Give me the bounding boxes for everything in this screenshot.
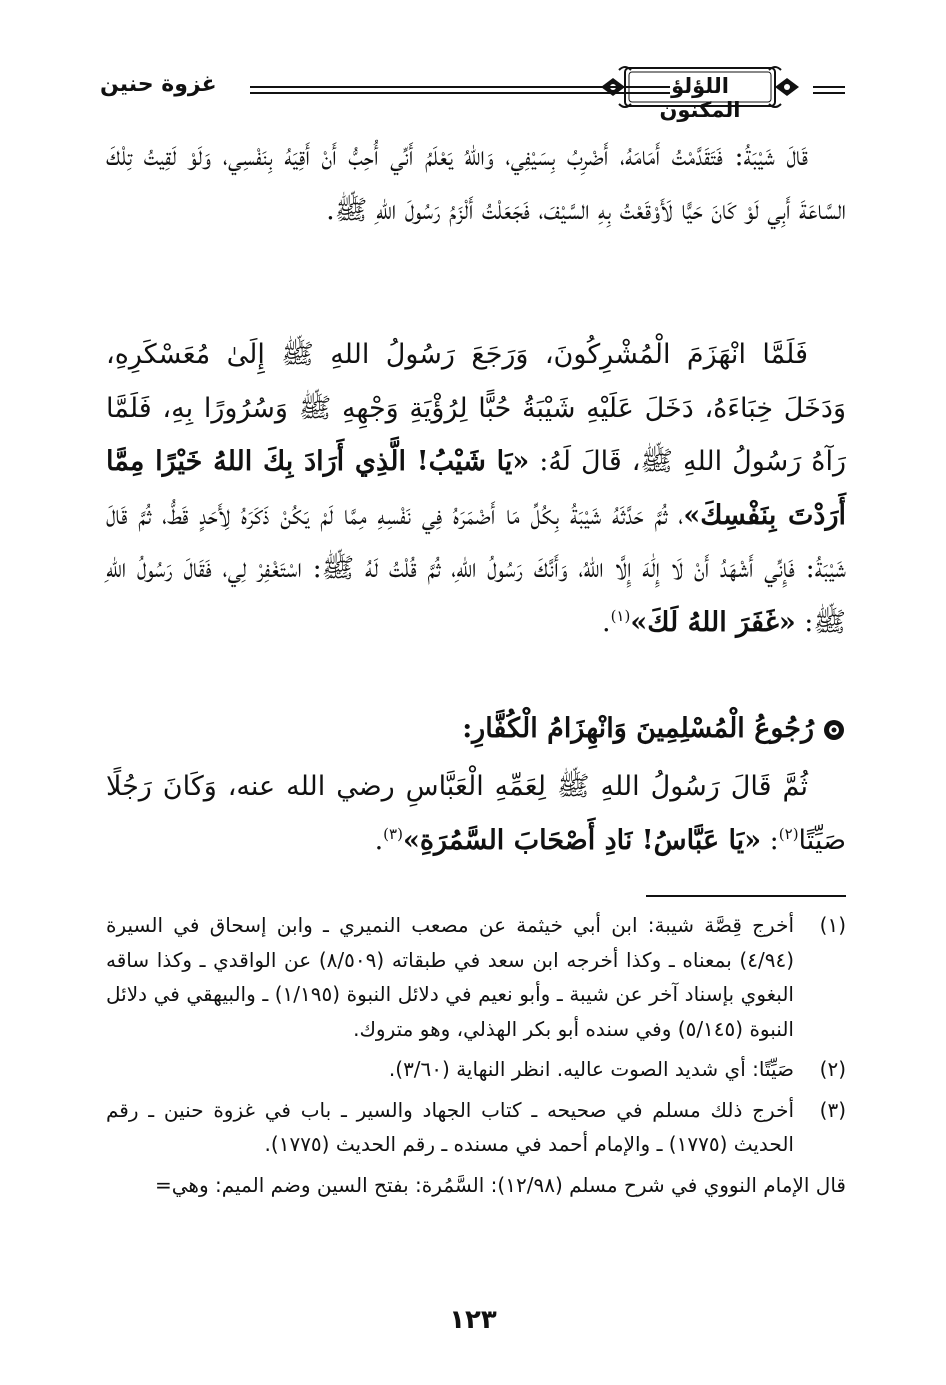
paragraph-2-text-b: ، ثُمَّ حَدَّثَهُ شَيْبَةُ بِكُلِّ مَا أَضْمَرَهُ فِي نَفْسِهِ مِمَّا لَمْ يَكُنْ ذَكَرَهُ لِأَحَدٍ قَطُّ، ثُمَّ قَالَ شَيْبَةُ: فَإِنِّي أَشْهَدُ أَنْ لَا إِلَٰهَ إِلَّا اللهُ، وَأَنَّكَ رَسُولُ اللهِ، ثُمَّ قُلْتُ لَهُ ﷺ: اسْتَغْفِرْ لِي، فَقَالَ رَسُولُ اللهِ ﷺ: [106, 499, 846, 638]
paragraph-2 [106, 328, 846, 649]
footnotes [106, 908, 846, 1202]
paragraph-3-text-a: ثُمَّ قَالَ رَسُولُ اللهِ ﷺ لِعَمِّهِ الْعَبَّاسِ رضي الله عنه، وَكَانَ رَجُلًا صَيِّتًا [106, 771, 846, 856]
paragraph-1: قَالَ شَيْبَةُ: فَتَقَدَّمْتُ أَمَامَهُ، أَضْرِبُ بِسَيْفِي، وَاللهُ يَعْلَمُ أَنِّي أُحِبُّ أَنْ أَقِيَهُ بِنَفْسِي، وَلَوْ لَقِيتُ تِلْكَ السَّاعَةَ أَبِي لَوْ كَانَ حَيًّا لَأَوْقَعْتُ بِهِ السَّيْفَ، فَجَعَلْتُ أَلْزَمُ رَسُولَ اللهِ ﷺ. [106, 141, 846, 226]
prophet-quote-1: «يَا شَيْبُ! الَّذِي أَرَادَ بِكَ اللهُ خَيْرًا مِمَّا أَرَدْتَ بِنَفْسِكَ» [106, 446, 846, 531]
footnote-2 [106, 1052, 846, 1087]
paragraph-3-text-b: : [761, 824, 779, 856]
flower-ornament-icon [822, 718, 846, 742]
footnote-text: أخرج ذلك مسلم في صحيحه ـ كتاب الجهاد والسير ـ باب في غزوة حنين ـ رقم الحديث (١٧٧٥) ـ والإمام أحمد في مسنده ـ رقم الحديث (١٧٧٥). [106, 1097, 794, 1156]
footnote-text: صَيِّتًا: أي شديد الصوت عاليه. انظر النهاية (٣/٦٠). [388, 1057, 794, 1081]
footnote-number: (٢) [819, 1057, 846, 1081]
footnote-number: (٣) [819, 1097, 846, 1122]
footnote-continuation: قال الإمام النووي في شرح مسلم (١٢/٩٨): السَّمُرة: بفتح السين وضم الميم: وهي= [154, 1172, 846, 1197]
footnote-number: (١) [819, 913, 846, 937]
prophet-quote-2: «غَفَرَ اللهُ لَكَ» [630, 606, 796, 638]
chapter-title: غزوة حنين [100, 72, 217, 97]
header-rule-left [250, 86, 670, 94]
footnote-1 [106, 908, 846, 1046]
footnote-3 [106, 1093, 846, 1162]
paragraph-2-end: . [601, 606, 611, 638]
footnote-ref-2: (٢) [778, 824, 799, 843]
section-heading-text: رُجُوعُ الْمُسْلِمِينَ وَانْهِزَامُ الْكُفَّارِ: [462, 713, 814, 744]
footnote-separator [646, 895, 846, 897]
header-rule-right [813, 86, 845, 94]
footnote-text: أخرج قِصَّة شيبة: ابن أبي خيثمة عن مصعب النميري ـ وابن إسحاق في السيرة (٤/٩٤) بمعناه ـ وكذا أخرجه ابن سعد في طبقاته (٨/٥٠٩) عن الواقدي ـ وكذا ساقه البغوي بإسناد آخر عن شيبة ـ وأبو نعيم في دلائل النبوة (١/١٩٥) ـ والبيهقي في دلائل النبوة (٥/١٤٥) وفي سنده أبو بكر الهذلي، وهو متروك. [106, 913, 794, 1041]
page-header [100, 58, 845, 120]
section-heading [106, 702, 846, 755]
page-number: ١٢٣ [449, 1305, 497, 1335]
paragraph-2-text-a: فَلَمَّا انْهَزَمَ الْمُشْرِكُونَ، وَرَجَعَ رَسُولُ اللهِ ﷺ إِلَىٰ مُعَسْكَرِهِ، وَدَخَلَ خِبَاءَهُ، دَخَلَ عَلَيْهِ شَيْبَةُ حُبًّا لِرُؤْيَةِ وَجْهِهِ ﷺ وَسُرُورًا بِهِ، فَلَمَّا رَآهُ رَسُولُ اللهِ ﷺ، قَالَ لَهُ: [106, 339, 846, 477]
paragraph-3 [106, 760, 846, 867]
book-title: اللؤلؤ المكنون [659, 74, 741, 122]
footnote-ref-3: (٣) [383, 824, 403, 843]
paragraph-3-end: . [374, 824, 384, 856]
footnote-ref-1: (١) [610, 606, 631, 625]
prophet-quote-3: «يَا عَبَّاسُ! نَادِ أَصْحَابَ السَّمُرَةِ» [402, 824, 762, 856]
